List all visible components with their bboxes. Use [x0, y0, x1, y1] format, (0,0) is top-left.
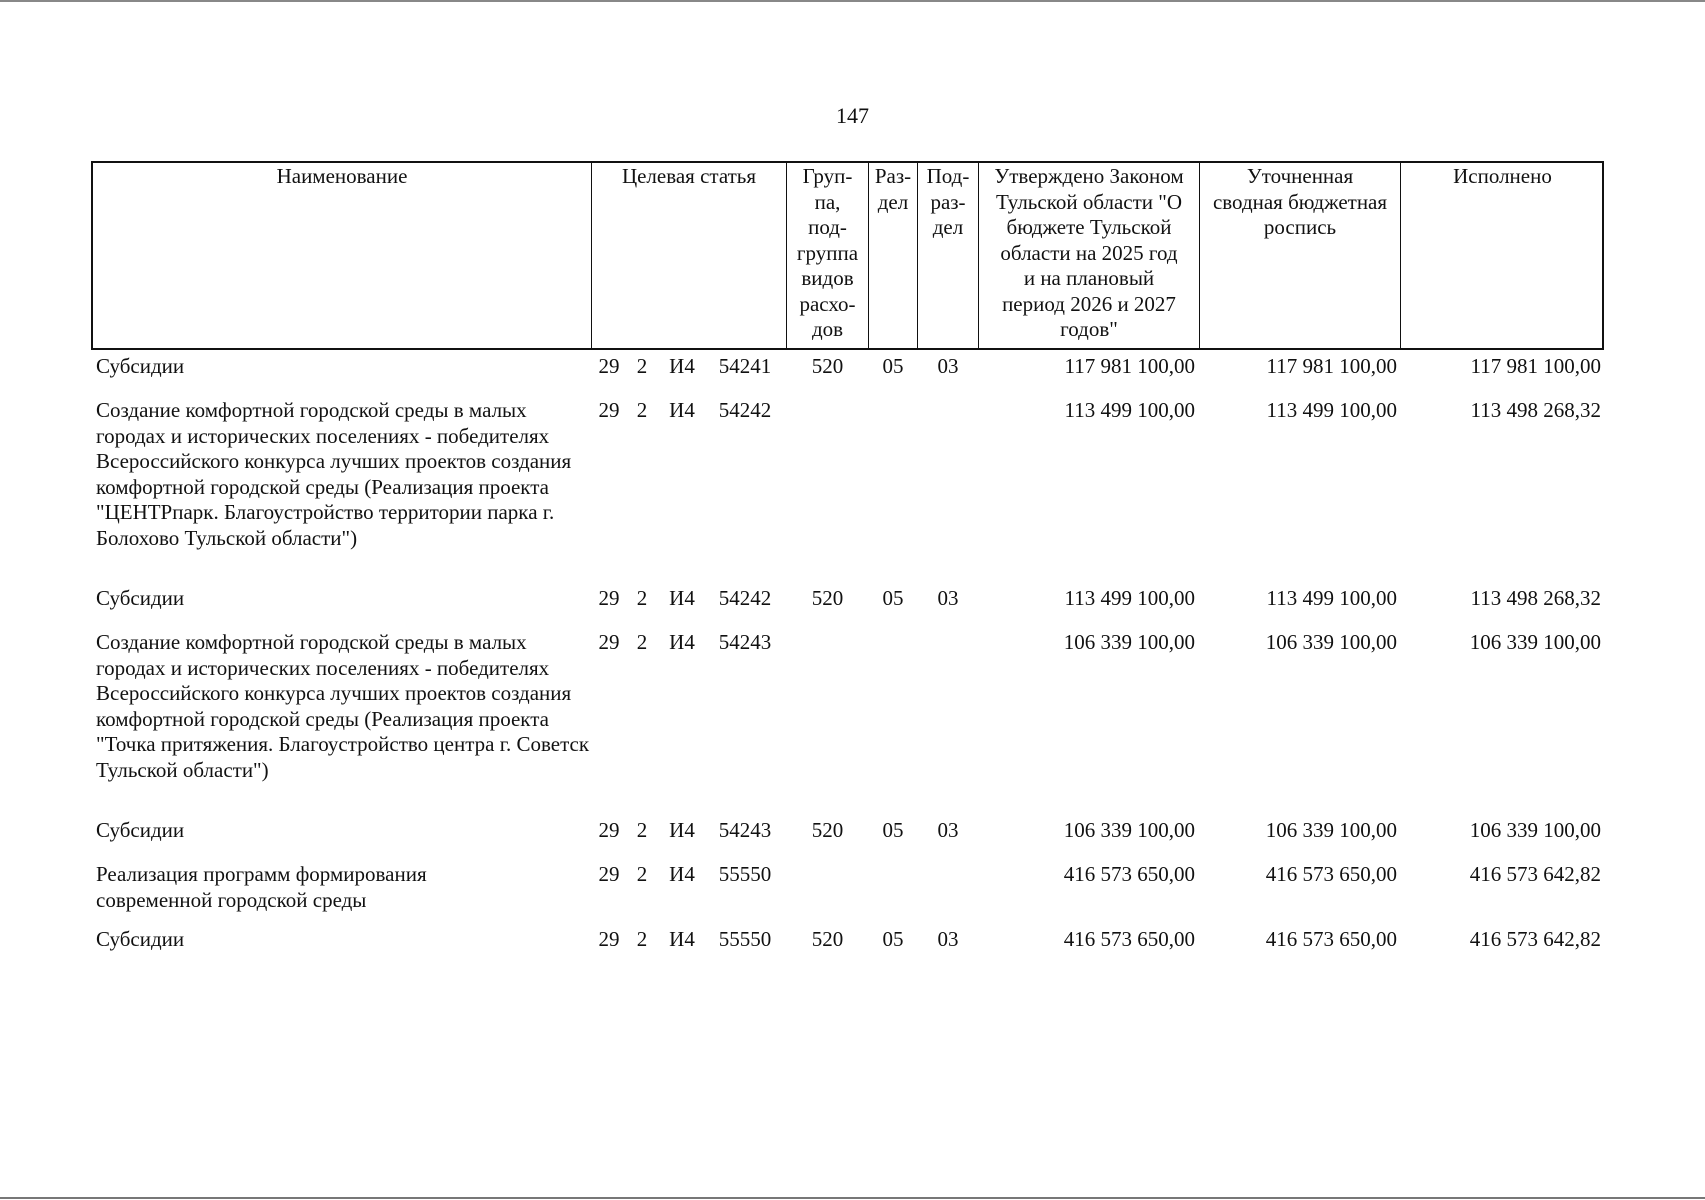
header-executed: Исполнено	[1453, 164, 1552, 188]
header-approved: Утверждено Законом Тульской области "О бюджете Тульской области на 2025 год и на плановый период 2026 и 2027 годов"	[994, 164, 1184, 341]
refined-amount: 113 499 100,00	[1266, 398, 1397, 422]
refined-amount: 106 339 100,00	[1265, 818, 1397, 842]
row-name: Субсидии	[96, 927, 185, 951]
approved-amount: 113 499 100,00	[1064, 586, 1195, 610]
target-article-project: И4	[669, 398, 695, 422]
target-article-project: И4	[669, 630, 695, 654]
row-name: Субсидии	[96, 818, 185, 842]
row-name: Субсидии	[96, 354, 185, 378]
row-name: Реализация программ формирования современной городской среды	[96, 862, 427, 912]
executed-amount: 113 498 268,32	[1470, 398, 1601, 422]
refined-amount: 113 499 100,00	[1266, 586, 1397, 610]
section: 05	[882, 586, 904, 610]
section: 05	[882, 354, 904, 378]
target-article-project: И4	[669, 586, 695, 610]
executed-amount: 416 573 642,82	[1469, 862, 1601, 886]
expense-group: 520	[811, 818, 844, 842]
executed-amount: 113 498 268,32	[1470, 586, 1601, 610]
subsection: 03	[937, 818, 959, 842]
target-article-subprogram: 2	[636, 354, 648, 378]
expense-group: 520	[811, 927, 844, 951]
target-article-subprogram: 2	[636, 927, 648, 951]
row-name: Создание комфортной городской среды в малых городах и исторических поселениях - победителях Всероссийского конкурса лучших проектов создания комфортной городской среды (Реализация проекта "ЦЕНТРпарк. Благоустройство территории парка г. Болохово Тульской области")	[96, 398, 572, 550]
section: 05	[882, 818, 904, 842]
row-name: Создание комфортной городской среды в малых городах и исторических поселениях - победителях Всероссийского конкурса лучших проектов создания комфортной городской среды (Реализация проекта "Точка притяжения. Благоустройство центра г. Советск Тульской области")	[96, 630, 590, 782]
expense-group: 520	[811, 354, 844, 378]
target-article-direction: 54242	[718, 586, 772, 610]
refined-amount: 106 339 100,00	[1265, 630, 1397, 654]
executed-amount: 117 981 100,00	[1470, 354, 1601, 378]
header-expense-group: Груп- па, под- группа видов расхо- дов	[796, 164, 859, 341]
target-article-subprogram: 2	[636, 862, 648, 886]
header-name: Наименование	[276, 164, 408, 188]
target-article-project: И4	[669, 927, 695, 951]
row-name: Субсидии	[96, 586, 185, 610]
target-article-program: 29	[598, 630, 620, 654]
approved-amount: 416 573 650,00	[1063, 927, 1195, 951]
page-number: 147	[836, 103, 869, 128]
expense-group: 520	[811, 586, 844, 610]
subsection: 03	[937, 927, 959, 951]
target-article-program: 29	[598, 927, 620, 951]
target-article-direction: 54242	[718, 398, 772, 422]
target-article-direction: 55550	[718, 862, 772, 886]
executed-amount: 106 339 100,00	[1469, 630, 1601, 654]
scan-edge-bottom	[0, 1197, 1705, 1199]
refined-amount: 117 981 100,00	[1266, 354, 1397, 378]
target-article-subprogram: 2	[636, 630, 648, 654]
target-article-direction: 54243	[718, 630, 772, 654]
header-target-article: Целевая статья	[621, 164, 757, 188]
executed-amount: 106 339 100,00	[1469, 818, 1601, 842]
target-article-program: 29	[598, 586, 620, 610]
target-article-program: 29	[598, 862, 620, 886]
subsection: 03	[937, 586, 959, 610]
refined-amount: 416 573 650,00	[1265, 862, 1397, 886]
header-subsection: Под- раз- дел	[926, 164, 970, 239]
approved-amount: 416 573 650,00	[1063, 862, 1195, 886]
target-article-subprogram: 2	[636, 586, 648, 610]
header-section: Раз- дел	[874, 164, 912, 214]
scan-edge-top	[0, 0, 1705, 2]
target-article-direction: 54241	[718, 354, 772, 378]
approved-amount: 106 339 100,00	[1063, 818, 1195, 842]
target-article-project: И4	[669, 862, 695, 886]
header-refined: Уточненная сводная бюджетная роспись	[1212, 164, 1388, 239]
refined-amount: 416 573 650,00	[1265, 927, 1397, 951]
target-article-program: 29	[598, 818, 620, 842]
target-article-direction: 55550	[718, 927, 772, 951]
approved-amount: 117 981 100,00	[1064, 354, 1195, 378]
subsection: 03	[937, 354, 959, 378]
target-article-project: И4	[669, 818, 695, 842]
approved-amount: 106 339 100,00	[1063, 630, 1195, 654]
approved-amount: 113 499 100,00	[1064, 398, 1195, 422]
target-article-subprogram: 2	[636, 818, 648, 842]
target-article-project: И4	[669, 354, 695, 378]
target-article-program: 29	[598, 398, 620, 422]
target-article-subprogram: 2	[636, 398, 648, 422]
target-article-direction: 54243	[718, 818, 772, 842]
executed-amount: 416 573 642,82	[1469, 927, 1601, 951]
target-article-program: 29	[598, 354, 620, 378]
section: 05	[882, 927, 904, 951]
